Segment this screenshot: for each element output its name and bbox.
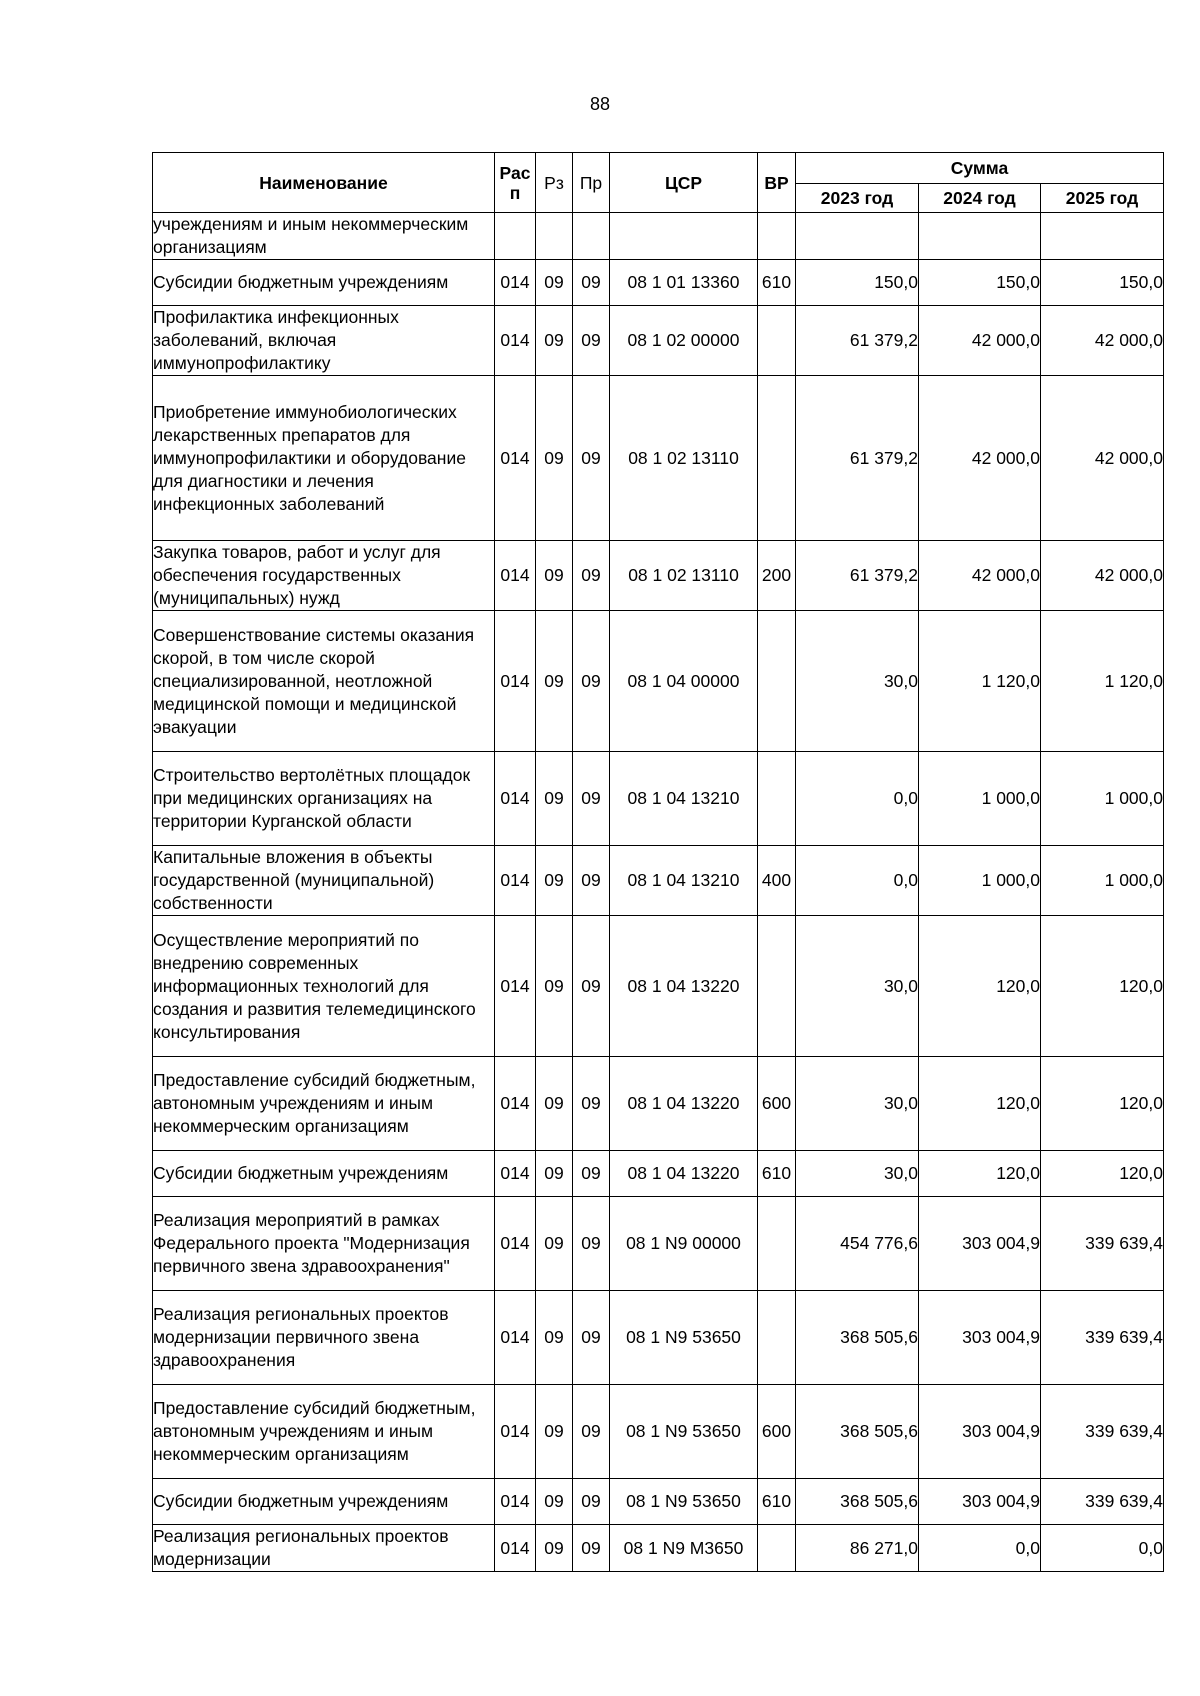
cell-y2024: 120,0: [919, 916, 1041, 1057]
cell-name: Субсидии бюджетным учреждениям: [153, 1479, 495, 1525]
cell-rz: 09: [536, 1151, 573, 1197]
cell-y2025: 1 000,0: [1041, 846, 1164, 916]
header-2025: 2025 год: [1041, 184, 1164, 213]
cell-name: Профилактика инфекционных заболеваний, включая иммунопрофилактику: [153, 306, 495, 376]
cell-rz: 09: [536, 752, 573, 846]
cell-y2023: 368 505,6: [796, 1291, 919, 1385]
header-rasp: Рас п: [495, 153, 536, 213]
table-row: [153, 306, 1164, 376]
cell-y2025: 120,0: [1041, 1151, 1164, 1197]
cell-name: Предоставление субсидий бюджетным, автономным учреждениям и иным некоммерческим организациям: [153, 1057, 495, 1151]
cell-rz: 09: [536, 1197, 573, 1291]
table-row: [153, 1151, 1164, 1197]
cell-y2025: 0,0: [1041, 1525, 1164, 1572]
cell-rasp: 014: [495, 1291, 536, 1385]
cell-rz: 09: [536, 1385, 573, 1479]
cell-vr: [758, 752, 796, 846]
cell-name: Осуществление мероприятий по внедрению современных информационных технологий для создания и развития телемедицинского консультирования: [153, 916, 495, 1057]
cell-vr: [758, 1525, 796, 1572]
table-row: [153, 1479, 1164, 1525]
table-row: [153, 213, 1164, 260]
cell-vr: [758, 1291, 796, 1385]
cell-rz: 09: [536, 1479, 573, 1525]
header-rz: Рз: [536, 153, 573, 213]
cell-name: Совершенствование системы оказания скорой, в том числе скорой специализированной, неотложной медицинской помощи и медицинской эвакуации: [153, 611, 495, 752]
cell-csr: 08 1 02 00000: [610, 306, 758, 376]
cell-y2023: 86 271,0: [796, 1525, 919, 1572]
cell-y2023: 61 379,2: [796, 376, 919, 541]
cell-rz: 09: [536, 1057, 573, 1151]
cell-y2023: 30,0: [796, 1057, 919, 1151]
page-number: 88: [589, 94, 611, 114]
cell-name: учреждениям и иным некоммерческим организациям: [153, 213, 495, 260]
table-row: [153, 916, 1164, 1057]
cell-rz: 09: [536, 1291, 573, 1385]
cell-vr: 610: [758, 1151, 796, 1197]
cell-rz: 09: [536, 1525, 573, 1572]
table-row: [153, 1385, 1164, 1479]
cell-rasp: 014: [495, 1385, 536, 1479]
cell-csr: 08 1 N9 00000: [610, 1197, 758, 1291]
cell-y2024: 1 000,0: [919, 846, 1041, 916]
cell-rasp: 014: [495, 376, 536, 541]
cell-y2023: 454 776,6: [796, 1197, 919, 1291]
cell-pr: 09: [573, 752, 610, 846]
cell-y2025: 339 639,4: [1041, 1197, 1164, 1291]
cell-y2024: 303 004,9: [919, 1197, 1041, 1291]
cell-pr: 09: [573, 376, 610, 541]
cell-y2025: [1041, 213, 1164, 260]
cell-y2025: 42 000,0: [1041, 376, 1164, 541]
cell-y2024: [919, 213, 1041, 260]
cell-pr: 09: [573, 306, 610, 376]
cell-y2023: 30,0: [796, 916, 919, 1057]
table-row: [153, 1525, 1164, 1572]
cell-name: Субсидии бюджетным учреждениям: [153, 260, 495, 306]
cell-name: Субсидии бюджетным учреждениям: [153, 1151, 495, 1197]
cell-y2023: 368 505,6: [796, 1385, 919, 1479]
cell-name: Реализация мероприятий в рамках Федерального проекта "Модернизация первичного звена здравоохранения": [153, 1197, 495, 1291]
cell-y2023: 0,0: [796, 846, 919, 916]
cell-y2023: [796, 213, 919, 260]
cell-rasp: 014: [495, 1197, 536, 1291]
header-name: Наименование: [153, 153, 495, 213]
cell-vr: 610: [758, 260, 796, 306]
cell-name: Реализация региональных проектов модернизации: [153, 1525, 495, 1572]
cell-y2024: 120,0: [919, 1057, 1041, 1151]
cell-pr: 09: [573, 916, 610, 1057]
cell-pr: 09: [573, 1057, 610, 1151]
cell-rz: 09: [536, 260, 573, 306]
cell-pr: [573, 213, 610, 260]
budget-table: [152, 152, 1164, 1572]
cell-rz: 09: [536, 541, 573, 611]
cell-rz: 09: [536, 846, 573, 916]
cell-y2024: 303 004,9: [919, 1479, 1041, 1525]
cell-y2024: 120,0: [919, 1151, 1041, 1197]
cell-csr: 08 1 04 13220: [610, 916, 758, 1057]
cell-name: Реализация региональных проектов модернизации первичного звена здравоохранения: [153, 1291, 495, 1385]
cell-csr: 08 1 N9 53650: [610, 1291, 758, 1385]
cell-csr: 08 1 02 13110: [610, 376, 758, 541]
cell-rasp: 014: [495, 916, 536, 1057]
cell-rasp: 014: [495, 752, 536, 846]
cell-pr: 09: [573, 1479, 610, 1525]
cell-rz: 09: [536, 916, 573, 1057]
cell-y2024: 42 000,0: [919, 376, 1041, 541]
cell-pr: 09: [573, 611, 610, 752]
cell-vr: 400: [758, 846, 796, 916]
cell-csr: 08 1 04 13210: [610, 846, 758, 916]
cell-y2023: 30,0: [796, 1151, 919, 1197]
cell-y2024: 42 000,0: [919, 306, 1041, 376]
cell-rasp: 014: [495, 260, 536, 306]
cell-y2025: 42 000,0: [1041, 541, 1164, 611]
cell-name: Строительство вертолётных площадок при медицинских организациях на территории Курганской области: [153, 752, 495, 846]
cell-y2023: 0,0: [796, 752, 919, 846]
cell-csr: 08 1 04 00000: [610, 611, 758, 752]
cell-y2025: 150,0: [1041, 260, 1164, 306]
cell-y2023: 61 379,2: [796, 541, 919, 611]
cell-csr: [610, 213, 758, 260]
cell-rz: 09: [536, 376, 573, 541]
table-body: [153, 213, 1164, 1572]
cell-pr: 09: [573, 1385, 610, 1479]
header-2024: 2024 год: [919, 184, 1041, 213]
table-row: [153, 260, 1164, 306]
cell-y2023: 61 379,2: [796, 306, 919, 376]
cell-vr: 600: [758, 1385, 796, 1479]
cell-rasp: 014: [495, 1525, 536, 1572]
header-2023: 2023 год: [796, 184, 919, 213]
cell-pr: 09: [573, 1151, 610, 1197]
cell-csr: 08 1 04 13220: [610, 1151, 758, 1197]
cell-pr: 09: [573, 846, 610, 916]
cell-vr: 610: [758, 1479, 796, 1525]
cell-y2023: 150,0: [796, 260, 919, 306]
header-csr: ЦСР: [610, 153, 758, 213]
cell-rasp: 014: [495, 306, 536, 376]
cell-vr: 200: [758, 541, 796, 611]
cell-y2025: 1 120,0: [1041, 611, 1164, 752]
cell-rasp: 014: [495, 1151, 536, 1197]
cell-rasp: 014: [495, 611, 536, 752]
table-row: [153, 611, 1164, 752]
cell-csr: 08 1 04 13220: [610, 1057, 758, 1151]
cell-y2025: 339 639,4: [1041, 1479, 1164, 1525]
cell-csr: 08 1 N9 53650: [610, 1479, 758, 1525]
cell-vr: [758, 1197, 796, 1291]
cell-y2024: 303 004,9: [919, 1291, 1041, 1385]
cell-y2025: 120,0: [1041, 1057, 1164, 1151]
header-pr: Пр: [573, 153, 610, 213]
cell-y2025: 1 000,0: [1041, 752, 1164, 846]
cell-rasp: 014: [495, 1057, 536, 1151]
cell-csr: 08 1 01 13360: [610, 260, 758, 306]
cell-y2023: 368 505,6: [796, 1479, 919, 1525]
table-row: [153, 1057, 1164, 1151]
header-sum: Сумма: [796, 153, 1164, 184]
cell-vr: 600: [758, 1057, 796, 1151]
cell-rasp: 014: [495, 846, 536, 916]
cell-rz: 09: [536, 306, 573, 376]
cell-y2024: 150,0: [919, 260, 1041, 306]
cell-name: Предоставление субсидий бюджетным, автономным учреждениям и иным некоммерческим организациям: [153, 1385, 495, 1479]
cell-y2025: 339 639,4: [1041, 1385, 1164, 1479]
table-row: [153, 752, 1164, 846]
cell-pr: 09: [573, 1291, 610, 1385]
cell-name: Приобретение иммунобиологических лекарственных препаратов для иммунопрофилактики и оборудование для диагностики и лечения инфекционных заболеваний: [153, 376, 495, 541]
cell-name: Закупка товаров, работ и услуг для обеспечения государственных (муниципальных) нужд: [153, 541, 495, 611]
cell-vr: [758, 916, 796, 1057]
cell-rasp: [495, 213, 536, 260]
table-row: [153, 1291, 1164, 1385]
table-row: [153, 376, 1164, 541]
cell-pr: 09: [573, 260, 610, 306]
cell-vr: [758, 213, 796, 260]
cell-csr: 08 1 02 13110: [610, 541, 758, 611]
cell-y2024: 303 004,9: [919, 1385, 1041, 1479]
cell-y2024: 0,0: [919, 1525, 1041, 1572]
cell-csr: 08 1 N9 53650: [610, 1385, 758, 1479]
cell-name: Капитальные вложения в объекты государственной (муниципальной) собственности: [153, 846, 495, 916]
cell-vr: [758, 376, 796, 541]
cell-y2024: 1 000,0: [919, 752, 1041, 846]
cell-csr: 08 1 N9 M3650: [610, 1525, 758, 1572]
cell-csr: 08 1 04 13210: [610, 752, 758, 846]
header-vr: ВР: [758, 153, 796, 213]
cell-y2025: 339 639,4: [1041, 1291, 1164, 1385]
cell-y2023: 30,0: [796, 611, 919, 752]
cell-pr: 09: [573, 1525, 610, 1572]
cell-vr: [758, 611, 796, 752]
cell-pr: 09: [573, 1197, 610, 1291]
cell-y2025: 120,0: [1041, 916, 1164, 1057]
cell-rz: [536, 213, 573, 260]
cell-rz: 09: [536, 611, 573, 752]
cell-rasp: 014: [495, 541, 536, 611]
table-row: [153, 541, 1164, 611]
cell-y2025: 42 000,0: [1041, 306, 1164, 376]
cell-vr: [758, 306, 796, 376]
cell-rasp: 014: [495, 1479, 536, 1525]
cell-pr: 09: [573, 541, 610, 611]
table-row: [153, 1197, 1164, 1291]
cell-y2024: 42 000,0: [919, 541, 1041, 611]
table-row: [153, 846, 1164, 916]
cell-y2024: 1 120,0: [919, 611, 1041, 752]
